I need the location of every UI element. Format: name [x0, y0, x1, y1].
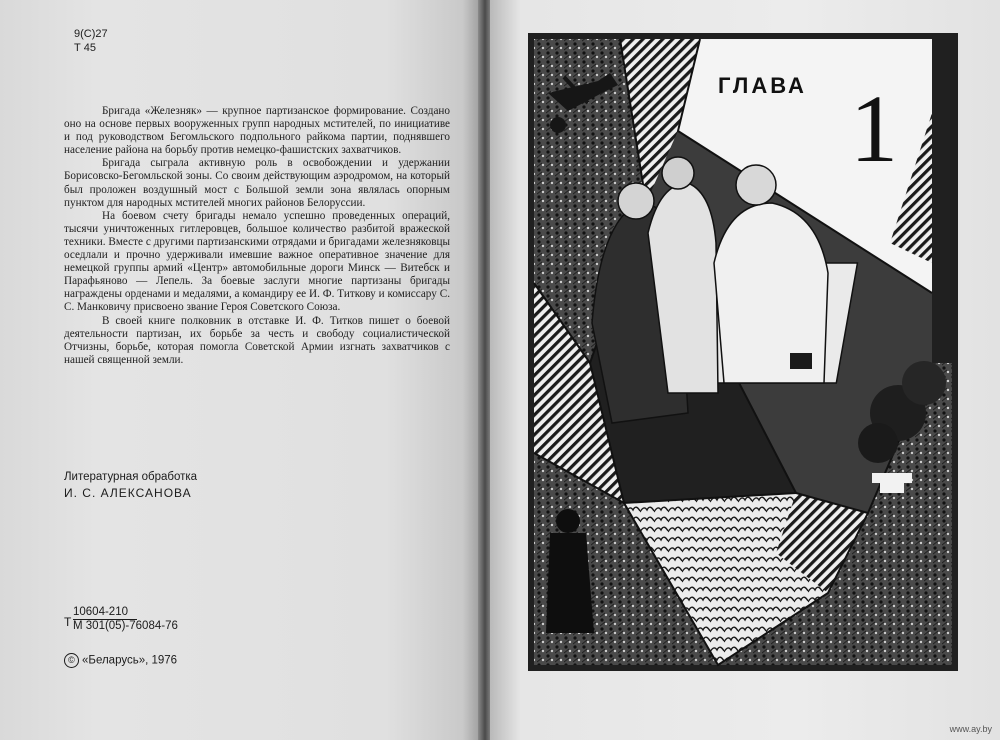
classification-code: 9(С)27: [74, 28, 108, 40]
chapter-number: 1: [850, 75, 898, 182]
annotation-paragraph: Бригада сыграла активную роль в освобождении и удержании Борисовско-Бегомльской зоны. Со своим действующим аэродромом, на который был проложен воздушный мост с Большой земли зона являлась опорным пунктом для народных мстителей многих районов Белоруссии.: [64, 157, 450, 209]
editor-name: И. С. АЛЕКСАНОВА: [64, 486, 192, 500]
publication-code-letter: Т: [64, 615, 72, 629]
publication-code-numerator: 10604-210: [73, 606, 128, 618]
annotation-text: [64, 105, 450, 367]
chapter-illustration: [528, 33, 958, 671]
watermark: www.ay.by: [949, 724, 992, 734]
copyright-line: [64, 653, 177, 668]
annotation-paragraph: На боевом счету бригады немало успешно проведенных операций, тысячи уничтоженных гитлеровцев, большое количество разбитой вражеской техники. Вместе с другими партизанскими отрядами и бригадами железняковцы оседлали и прочно удерживали имевшие важное оперативное значение для немецкой группы армий «Центр» автомобильные дороги Минск — Витебск и Парафьяново — Лепель. За боевые заслуги многие партизаны бригады награждены орденами и медалями, а командиру ее И. Ф. Титкову и комиссару С. С. Манковичу присвоено звание Героя Советского Союза.: [64, 209, 450, 314]
copyright-symbol: ©: [64, 653, 79, 668]
publication-code-tail: 084-76: [142, 620, 178, 632]
annotation-paragraph: Бригада «Железняк» — крупное партизанское формирование. Создано оно на основе первых вооруженных групп народных мстителей, по инициативе и под руководством Бегомльского подпольного райкома партии, поднявшего население района на борьбу против немецко-фашистских захватчиков.: [64, 105, 450, 157]
field-telephone: [790, 353, 812, 369]
publication-code-denominator: [73, 620, 178, 632]
copyright-text: «Беларусь», 1976: [82, 654, 178, 667]
author-mark: Т 45: [74, 42, 97, 54]
publication-code-denominator-text: М 301(05)-76: [73, 620, 143, 632]
left-page: [0, 0, 482, 740]
annotation-paragraph: В своей книге полковник в отставке И. Ф. Титков пишет о боевой деятельности партизан, их борьбе за честь и свободу социалистической Отчизны, борьбе, которая помогла Советской Армии изгнать захватчиков с нашей священной земли.: [64, 314, 450, 366]
editor-label: Литературная обработка: [64, 471, 198, 483]
chapter-word: ГЛАВА: [718, 73, 807, 98]
